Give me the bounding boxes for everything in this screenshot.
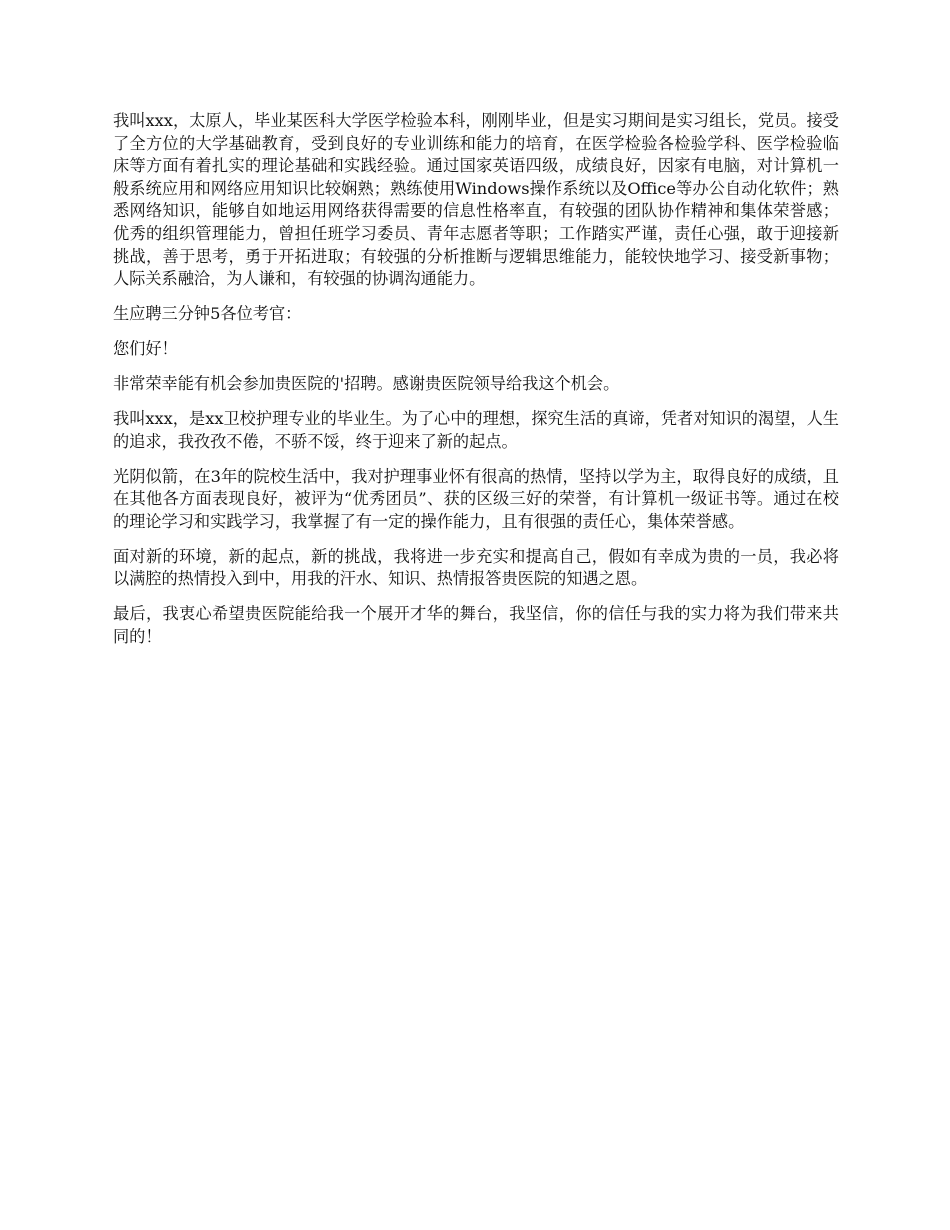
paragraph-thanks: 非常荣幸能有机会参加贵医院的'招聘。感谢贵医院领导给我这个机会。 <box>113 374 620 394</box>
paragraph-intro: 我叫xxx，太原人，毕业某医科大学医学检验本科，刚刚毕业，但是实习期间是实习组长，党员。接受了全方位的大学基础教育，受到良好的专业训练和能力的培育，在医学检验各检验学科、医学检验临床等方面有着扎实的理论基础和实践经验。通过国家英语四级，成绩良好，因家有电脑，对计算机一般系统应用和网络应用知识比较娴熟；熟练使用Windows操作系统以及Office等办公自动化软件；熟悉网络知识，能够自如地运用网络获得需要的信息性格率直，有较强的团队协作精神和集体荣誉感；优秀的组织管理能力，曾担任班学习委员、青年志愿者等职；工作踏实严谨，责任心强，敢于迎接新挑战，善于思考，勇于开拓进取；有较强的分析推断与逻辑思维能力，能较快地学习、接受新事物；人际关系融洽，为人谦和，有较强的协调沟通能力。 <box>113 111 839 289</box>
paragraph-self-intro: 我叫xxx，是xx卫校护理专业的毕业生。为了心中的理想，探究生活的真谛，凭者对知识的渴望，人生的追求，我孜孜不倦，不骄不馁，终于迎来了新的起点。 <box>113 409 839 451</box>
paragraph-new-challenge: 面对新的环境，新的起点，新的挑战，我将进一步充实和提高自己，假如有幸成为贵的一员，我必将以满腔的热情投入到中，用我的汗水、知识、热情报答贵医院的知遇之恩。 <box>113 546 839 589</box>
paragraph-title: 生应聘三分钟5各位考官： <box>113 304 302 324</box>
paragraph-closing: 最后，我衷心希望贵医院能给我一个展开才华的舞台，我坚信，你的信任与我的实力将为我们带来共同的！ <box>113 604 839 647</box>
paragraph-greeting: 您们好！ <box>113 339 178 359</box>
document-body <box>113 110 839 661</box>
paragraph-school-life: 光阴似箭，在3年的院校生活中，我对护理事业怀有很高的热情，坚持以学为主，取得良好的成绩，且在其他各方面表现良好，被评为“优秀团员”、获的区级三好的荣誉，有计算机一级证书等。通过在校的理论学习和实践学习，我掌握了有一定的操作能力，且有很强的责任心，集体荣誉感。 <box>113 466 839 531</box>
